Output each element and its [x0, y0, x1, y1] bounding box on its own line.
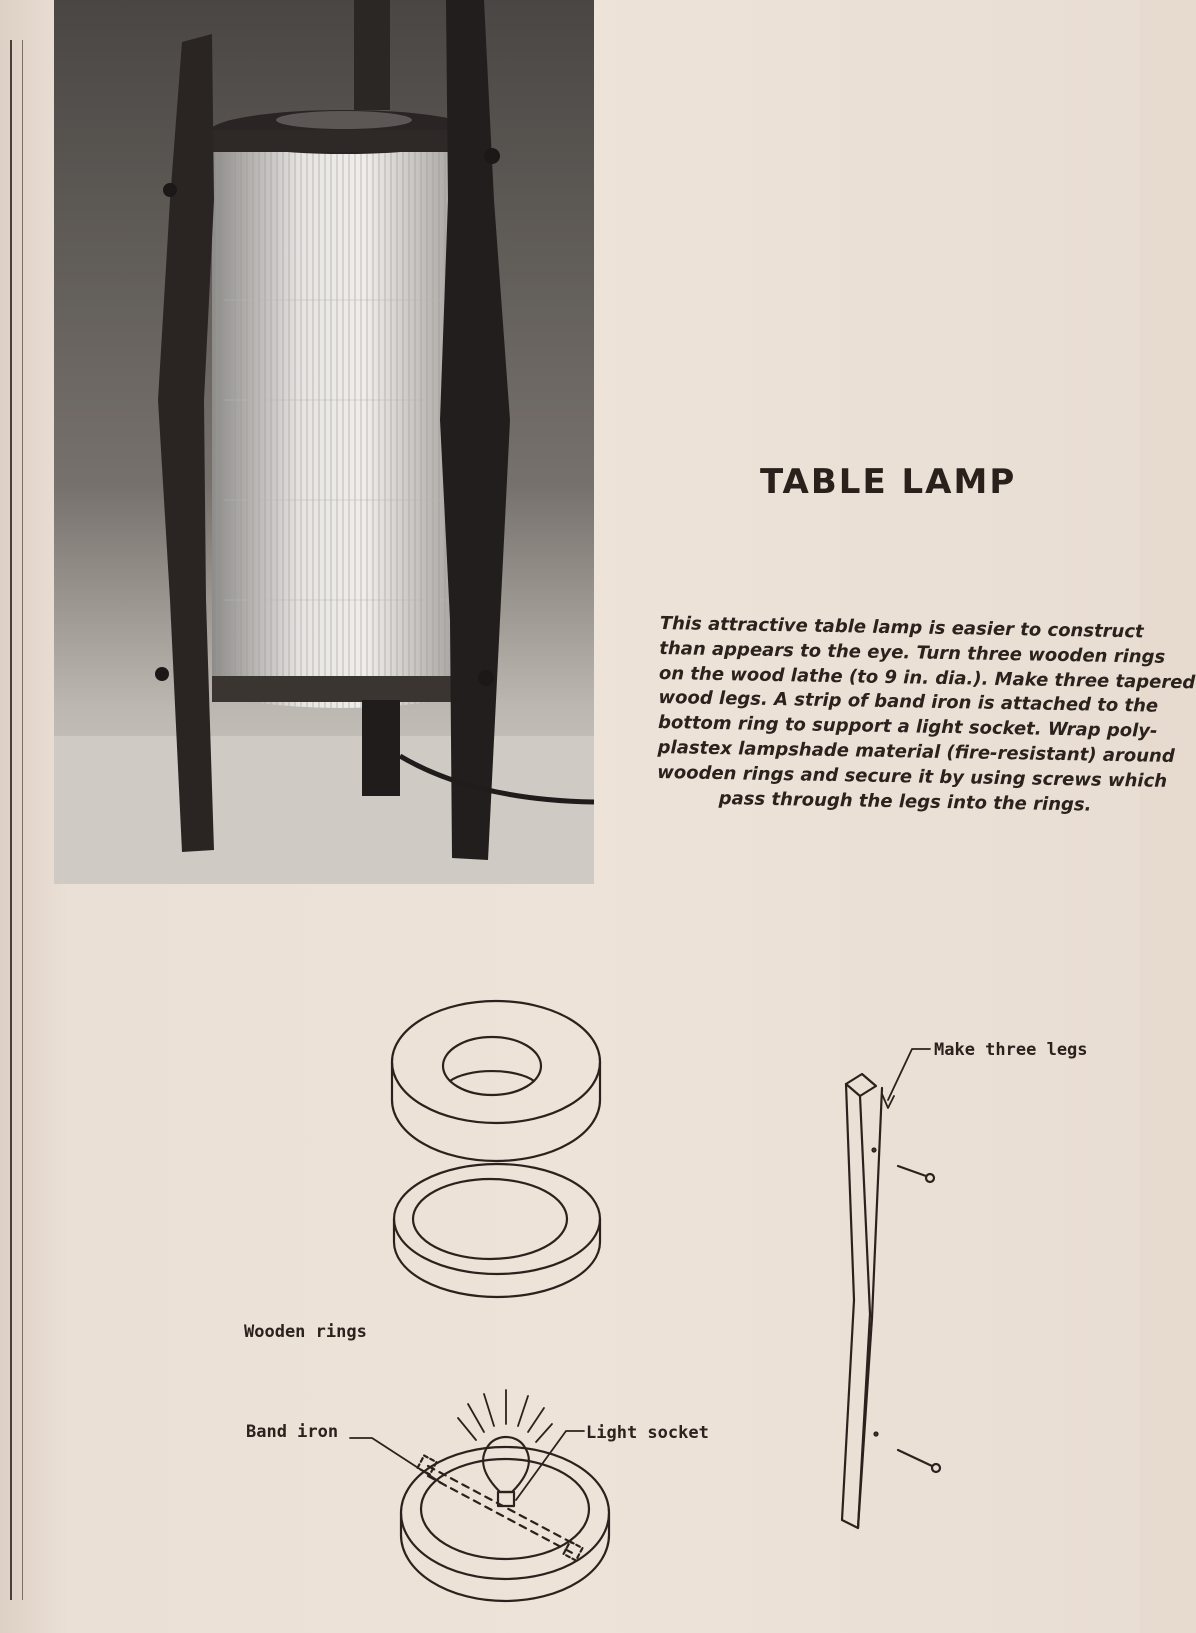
description-line: plastex lampshade material (fire-resistant) around	[657, 736, 1175, 767]
wooden-rings-label: Wooden rings	[244, 1322, 367, 1342]
band-iron-label: Band iron	[246, 1422, 339, 1442]
legs-leader	[888, 1049, 930, 1100]
page-title: TABLE LAMP	[760, 462, 1017, 502]
description-line: bottom ring to support a light socket. Wrap poly-	[657, 712, 1158, 742]
description-line: This attractive table lamp is easier to construct	[659, 612, 1144, 643]
description-line: wood legs. A strip of band iron is attached to the	[658, 687, 1159, 718]
description-line: pass through the legs into the rings.	[718, 787, 1092, 816]
make-three-legs-label: Make three legs	[934, 1040, 1088, 1060]
light-socket-label: Light socket	[586, 1423, 709, 1443]
description-line: than appears to the eye. Turn three wooden rings	[659, 637, 1166, 668]
wooden-ring-top-drawing	[392, 1001, 600, 1161]
description-line: on the wood lathe (to 9 in. dia.). Make three tapered	[658, 662, 1196, 693]
tapered-leg-drawing	[842, 1074, 882, 1528]
wooden-ring-middle-drawing	[394, 1164, 600, 1297]
description-line: wooden rings and secure it by using screws which	[657, 761, 1168, 792]
wooden-ring-bottom-drawing	[401, 1447, 609, 1601]
screw-drawing	[898, 1166, 940, 1472]
